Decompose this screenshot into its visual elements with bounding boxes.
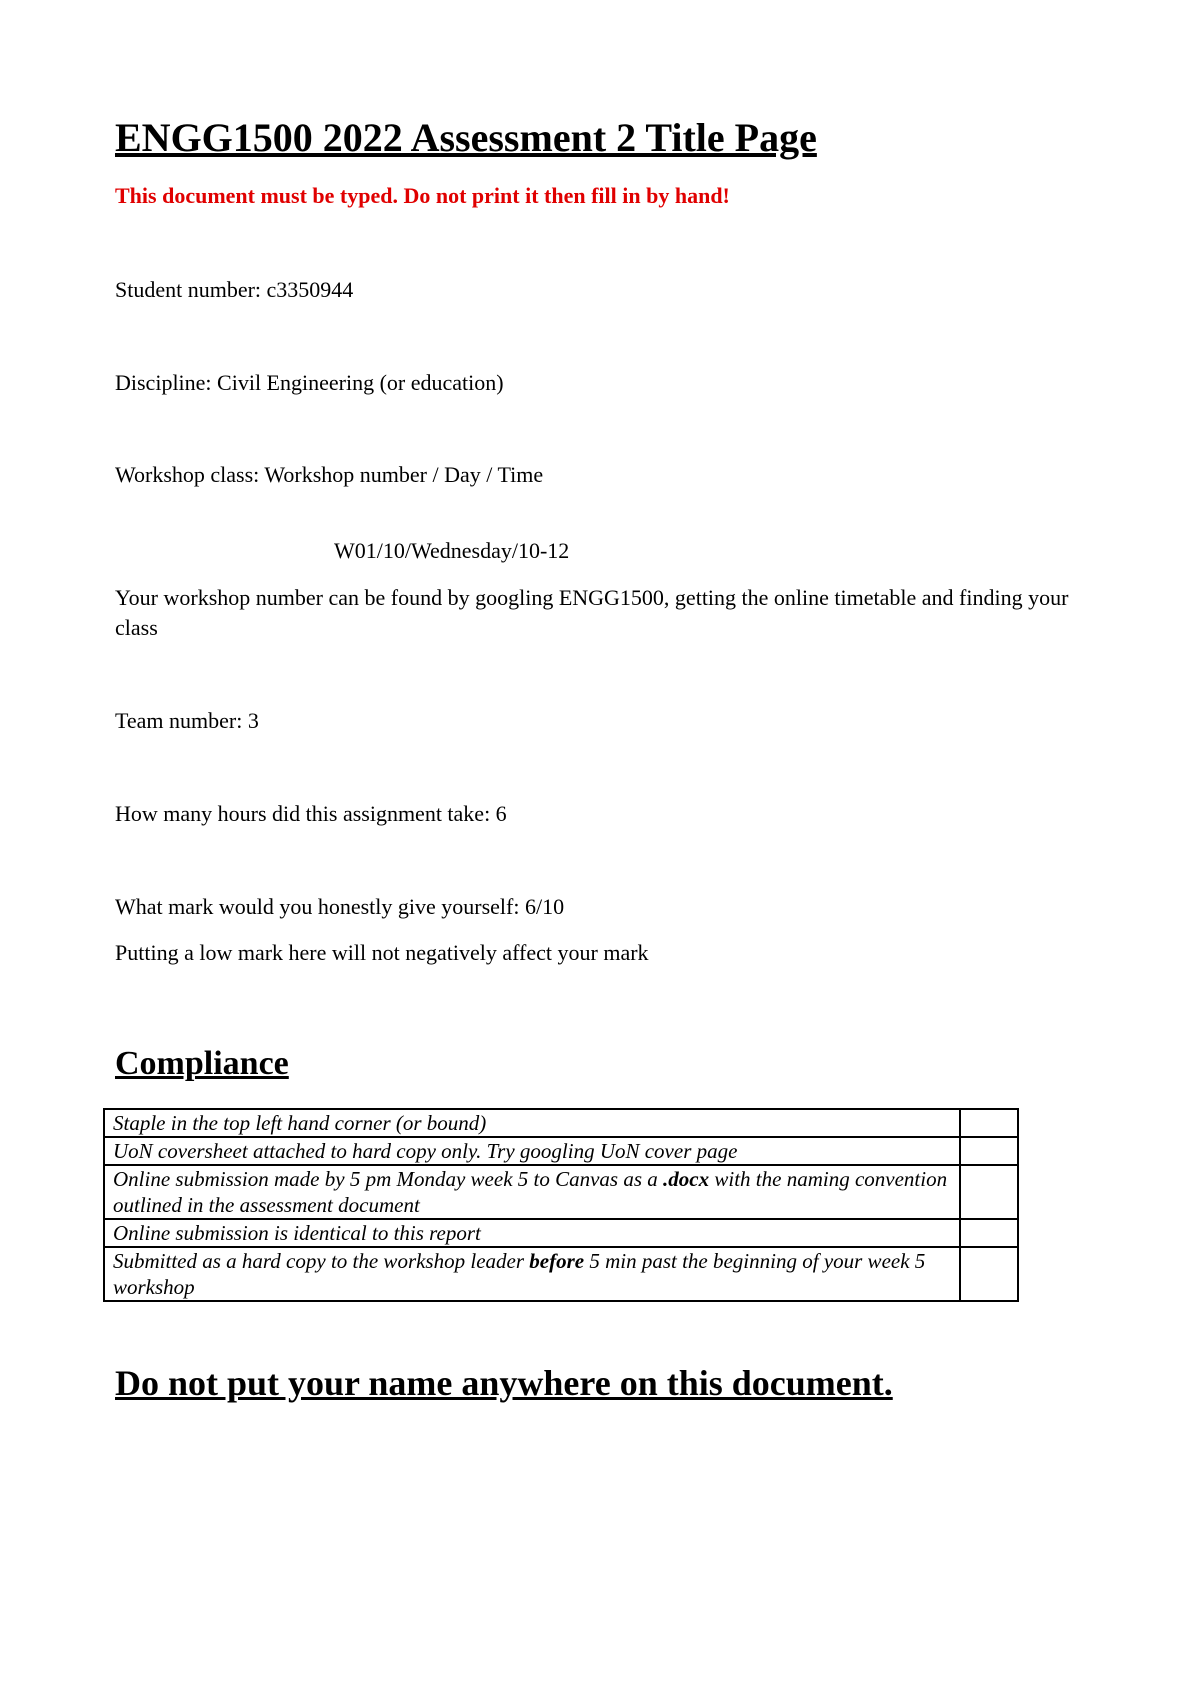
hours-taken: How many hours did this assignment take: 6: [115, 801, 507, 826]
self-mark: What mark would you honestly give yourself: 6/10: [115, 894, 565, 919]
page-title: ENGG1500 2022 Assessment 2 Title Page: [115, 115, 817, 160]
workshop-note: Your workshop number can be found by googling ENGG1500, getting the online timetable and finding your class: [115, 585, 1069, 640]
checkbox-cell[interactable]: [960, 1219, 1018, 1247]
table-row: [104, 1165, 1018, 1219]
discipline: Discipline: Civil Engineering (or education): [115, 370, 504, 395]
table-row: [104, 1219, 1018, 1247]
student-number: Student number: c3350944: [115, 277, 354, 302]
checkbox-cell[interactable]: [960, 1137, 1018, 1165]
name-warning: Do not put your name anywhere on this document.: [115, 1363, 893, 1403]
compliance-item: Online submission made by 5 pm Monday week 5 to Canvas as a .docx with the naming convention outlined in the assessment document: [104, 1165, 960, 1219]
compliance-item: Staple in the top left hand corner (or bound): [104, 1109, 960, 1137]
compliance-item: Online submission is identical to this report: [104, 1219, 960, 1247]
checkbox-cell[interactable]: [960, 1109, 1018, 1137]
compliance-item: Submitted as a hard copy to the workshop leader before 5 min past the beginning of your week 5 workshop: [104, 1247, 960, 1301]
checkbox-cell[interactable]: [960, 1247, 1018, 1301]
mark-note: Putting a low mark here will not negatively affect your mark: [115, 940, 649, 965]
table-row: [104, 1247, 1018, 1301]
checkbox-cell[interactable]: [960, 1165, 1018, 1219]
compliance-item: UoN coversheet attached to hard copy only. Try googling UoN cover page: [104, 1137, 960, 1165]
compliance-table: [103, 1108, 1019, 1302]
typing-warning: This document must be typed. Do not print it then fill in by hand!: [115, 183, 730, 208]
workshop-value: W01/10/Wednesday/10-12: [334, 538, 570, 563]
table-row: [104, 1137, 1018, 1165]
table-row: [104, 1109, 1018, 1137]
workshop-class: Workshop class: Workshop number / Day / Time: [115, 462, 544, 487]
team-number: Team number: 3: [115, 708, 259, 733]
compliance-heading: Compliance: [115, 1045, 289, 1082]
